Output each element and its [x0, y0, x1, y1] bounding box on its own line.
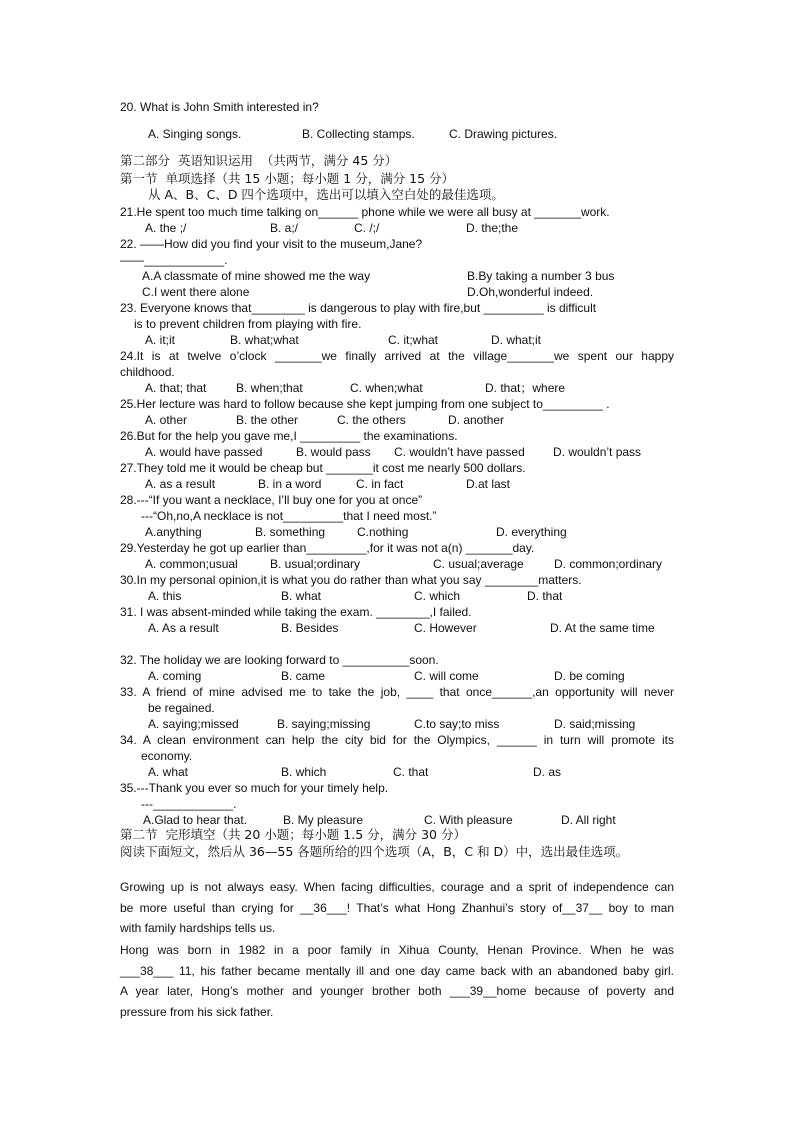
option-d: D. everything: [496, 525, 567, 539]
question-stem: 26.But for the help you gave me,I _________ the examinations.: [120, 429, 458, 443]
option-b: B. Besides: [281, 621, 339, 635]
option-a: A. As a result: [148, 621, 219, 635]
option-d: D. that: [527, 589, 563, 603]
question-stem: 23. Everyone knows that________ is dangerous to play with fire,but _________ is difficult: [120, 301, 597, 315]
option-c: C. With pleasure: [424, 813, 513, 827]
passage-line: be more useful than crying for __36___! That’s what Hong Zhanhui’s story of__37__ boy to man: [120, 900, 674, 915]
question-20-option-c: C. Drawing pictures.: [449, 127, 558, 141]
passage-paragraph-2: [120, 940, 674, 1023]
passage-line: Growing up is not always easy. When facing difficulties, courage and a sprit of independence can: [120, 880, 674, 894]
question-stem: 22. ——How did you find your visit to the museum,Jane?: [120, 237, 423, 251]
question-stem-line2: ---____________.: [141, 797, 237, 811]
option-d: D. be coming: [554, 669, 625, 683]
question-stem: 29.Yesterday he got up earlier than_________,for it was not a(n) _______day.: [120, 541, 535, 555]
question-stem: 28.---“If you want a necklace, I’ll buy one for you at once”: [120, 493, 423, 507]
section-1-instruction: 从 A、B、C、D 四个选项中，选出可以填入空白处的最佳选项。: [148, 187, 504, 202]
option-a: A. coming: [148, 669, 202, 683]
question-stem: 35.---Thank you ever so much for your timely help.: [120, 781, 389, 795]
question-stem-line2: ---“Oh,no,A necklace is not_________that I need most.”: [141, 509, 437, 523]
option-b: B. usual;ordinary: [270, 557, 361, 571]
option-b: B. the other: [236, 413, 299, 427]
section-2-instruction: 阅读下面短文，然后从 36—55 各题所给的四个选项（A，B，C 和 D）中，选出最佳选项。: [120, 844, 629, 859]
option-a: A. that; that: [145, 381, 207, 395]
option-c: C.I went there alone: [142, 285, 250, 299]
option-c: C. the others: [337, 413, 406, 427]
option-d: D. the;the: [466, 221, 519, 235]
option-c: C. wouldn’t have passed: [394, 445, 525, 459]
option-a: A.Glad to hear that.: [143, 813, 248, 827]
option-b: B. which: [281, 765, 327, 779]
option-b: B. what: [281, 589, 322, 603]
option-b: B. would pass: [296, 445, 371, 459]
question-stem: 33. A friend of mine advised me to take the job, ____ that once______,an opportunity will never: [120, 685, 674, 699]
question-stem: 31. I was absent-minded while taking the exam. ________,I failed.: [120, 605, 472, 619]
question-stem: 34. A clean environment can help the city bid for the Olympics, ______ in turn will promote its: [120, 733, 674, 747]
question-20-stem: 20. What is John Smith interested in?: [120, 100, 319, 114]
option-d: D. said;missing: [554, 717, 636, 731]
option-c: C. However: [414, 621, 477, 635]
option-a: A.A classmate of mine showed me the way: [142, 269, 371, 283]
option-c: C. which: [414, 589, 461, 603]
question-stem: 32. The holiday we are looking forward to __________soon.: [120, 653, 439, 667]
option-b: B. something: [255, 525, 326, 539]
option-a: A. the ;/: [145, 221, 187, 235]
option-a: A. common;usual: [145, 557, 238, 571]
passage-line: pressure from his sick father.: [120, 1005, 274, 1020]
passage-line: A year later, Hong’s mother and younger brother both ___39__home because of poverty and: [120, 984, 674, 999]
option-b: B. My pleasure: [283, 813, 364, 827]
option-c: C. /;/: [354, 221, 380, 235]
option-a: A. this: [148, 589, 182, 603]
part-2-title: 第二部分 英语知识运用 （共两节，满分 45 分）: [120, 153, 398, 168]
option-a: A. what: [148, 765, 189, 779]
option-d: D. as: [533, 765, 562, 779]
option-b: B. a;/: [270, 221, 299, 235]
option-d: D.at last: [466, 477, 511, 491]
question-20-option-b: B. Collecting stamps.: [302, 127, 415, 141]
question-stem: 25.Her lecture was hard to follow because she kept jumping from one subject to_________ .: [120, 397, 610, 411]
question-stem-line2: economy.: [141, 749, 193, 763]
option-b: B. what;what: [230, 333, 299, 347]
option-d: D. At the same time: [550, 621, 655, 635]
option-d: D.Oh,wonderful indeed.: [467, 285, 594, 299]
question-stem: 21.He spent too much time talking on______ phone while we were all busy at _______work.: [120, 205, 610, 219]
option-b: B. in a word: [258, 477, 322, 491]
option-c: C. when;what: [350, 381, 423, 395]
option-d: D. what;it: [491, 333, 542, 347]
option-a: A. it;it: [145, 333, 176, 347]
option-c: C. it;what: [388, 333, 439, 347]
option-c: C. usual;average: [433, 557, 524, 571]
passage-line: Hong was born in 1982 in a poor family in Xihua County, Henan Province. When he was: [120, 943, 674, 957]
section-1-title: 第一节 单项选择（共 15 小题；每小题 1 分，满分 15 分）: [120, 171, 455, 186]
question-20-option-a: A. Singing songs.: [148, 127, 242, 141]
option-a: A. saying;missed: [148, 717, 239, 731]
option-b: B. when;that: [236, 381, 303, 395]
section-2-title: 第二节 完形填空（共 20 小题；每小题 1.5 分，满分 30 分）: [120, 827, 466, 842]
question-stem-line2: childhood.: [120, 365, 175, 379]
question-stem-line2: be regained.: [148, 701, 215, 715]
question-stem: 24.It is at twelve o’clock _______we finally arrived at the village_______we spent our happy: [120, 349, 674, 363]
question-stem-line2: is to prevent children from playing with fire.: [134, 317, 362, 331]
option-c: C. that: [393, 765, 429, 779]
option-a: A. would have passed: [145, 445, 263, 459]
option-a: A. as a result: [145, 477, 216, 491]
option-c: C.to say;to miss: [414, 717, 500, 731]
option-d: D. another: [448, 413, 505, 427]
option-c: C.nothing: [357, 525, 409, 539]
option-d: D. wouldn’t pass: [553, 445, 642, 459]
option-b: B. came: [281, 669, 326, 683]
passage-line: ___38___ 11, his father became mentally ill and one day came back with an abandoned baby girl.: [120, 963, 674, 978]
option-c: C. in fact: [356, 477, 404, 491]
option-a: A. other: [145, 413, 188, 427]
option-b: B.By taking a number 3 bus: [467, 269, 615, 283]
option-d: D. that；where: [485, 381, 566, 395]
question-stem: 27.They told me it would be cheap but _______it cost me nearly 500 dollars.: [120, 461, 526, 475]
option-a: A.anything: [145, 525, 202, 539]
option-d: D. All right: [561, 813, 616, 827]
passage-paragraph-1: [120, 877, 674, 939]
option-d: D. common;ordinary: [554, 557, 663, 571]
question-stem: 30.In my personal opinion,it is what you do rather than what you say ________matters.: [120, 573, 582, 587]
passage-line: with family hardships tells us.: [120, 921, 276, 936]
option-b: B. saying;missing: [277, 717, 371, 731]
option-c: C. will come: [414, 669, 479, 683]
question-stem-line2: ——____________.: [120, 253, 228, 267]
